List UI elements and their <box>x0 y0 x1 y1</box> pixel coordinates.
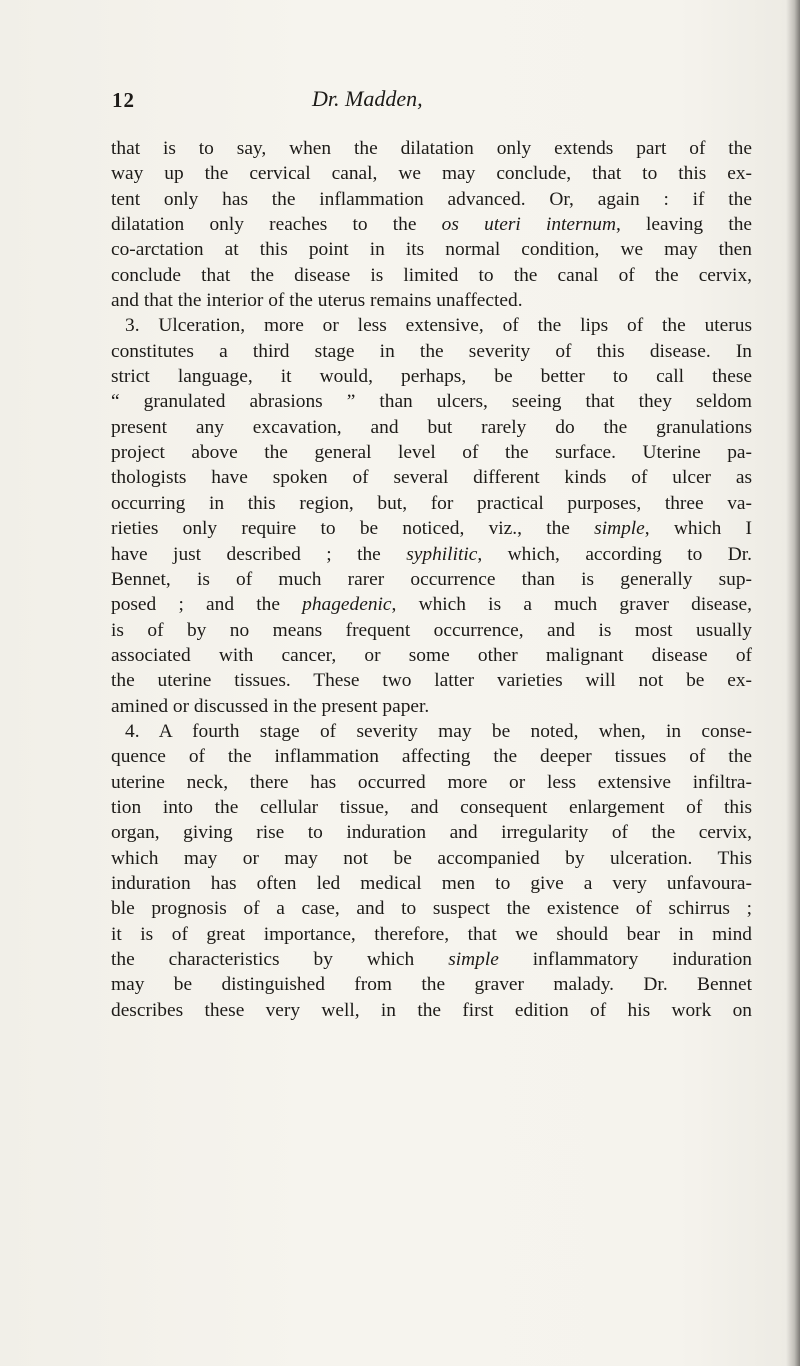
text-line: tion into the cellular tissue, and consequent enlargement of this <box>111 796 752 818</box>
text-line: constitutes a third stage in the severity of this disease. In <box>111 340 752 362</box>
text-line: Bennet, is of much rarer occurrence than is generally sup- <box>111 568 752 590</box>
text-line: present any excavation, and but rarely do the granulations <box>111 416 752 438</box>
text-line: way up the cervical canal, we may conclude, that to this ex- <box>111 163 752 185</box>
text-line: amined or discussed in the present paper. <box>111 695 430 717</box>
text-line: associated with cancer, or some other malignant disease of <box>111 644 752 666</box>
text-line: strict language, it would, perhaps, be better to call these <box>111 366 752 388</box>
text-line: project above the general level of the surface. Uterine pa- <box>111 442 752 464</box>
text-line: rieties only require to be noticed, viz., the simple, which I <box>111 518 752 540</box>
running-head: Dr. Madden, <box>312 86 423 111</box>
text-line: the characteristics by which simple inflammatory induration <box>111 949 752 970</box>
text-line: ble prognosis of a case, and to suspect the existence of schirrus ; <box>111 898 752 920</box>
text-line: “ granulated abrasions ” than ulcers, seeing that they seldom <box>111 391 752 413</box>
text-line: tent only has the inflammation advanced. Or, again : if the <box>111 188 752 210</box>
text-line: have just described ; the syphilitic, which, according to Dr. <box>111 543 752 565</box>
text-line: dilatation only reaches to the os uteri internum, leaving the <box>111 214 753 236</box>
text-line: uterine neck, there has occurred more or less extensive infiltra- <box>111 771 752 793</box>
text-line: conclude that the disease is limited to the canal of the cervix, <box>111 264 752 286</box>
text-line: co-arctation at this point in its normal condition, we may then <box>111 239 752 261</box>
text-line: thologists have spoken of several different kinds of ulcer as <box>111 467 752 489</box>
text-line: posed ; and the phagedenic, which is a much graver disease, <box>111 594 752 616</box>
text-line: that is to say, when the dilatation only extends part of the <box>111 138 752 159</box>
text-line: quence of the inflammation affecting the deeper tissues of the <box>111 746 752 768</box>
text-line: induration has often led medical men to give a very unfavoura- <box>111 872 752 894</box>
text-line: and that the interior of the uterus remains unaffected. <box>111 290 523 312</box>
text-line: which may or may not be accompanied by ulceration. This <box>111 847 752 869</box>
text-line: organ, giving rise to induration and irregularity of the cervix, <box>111 822 752 844</box>
text-line: the uterine tissues. These two latter varieties will not be ex- <box>111 670 752 692</box>
text-line: 3. Ulceration, more or less extensive, of the lips of the uterus <box>125 315 752 337</box>
text-line: occurring in this region, but, for practical purposes, three va- <box>111 492 752 514</box>
text-line: is of by no means frequent occurrence, and is most usually <box>111 619 752 641</box>
text-line: describes these very well, in the first edition of his work on <box>111 999 752 1021</box>
text-line: may be distinguished from the graver malady. Dr. Bennet <box>111 974 752 996</box>
body-text <box>111 136 752 1023</box>
text-line: it is of great importance, therefore, that we should bear in mind <box>111 923 752 945</box>
page-number: 12 <box>112 88 135 112</box>
page-header <box>112 86 752 116</box>
page-edge-shadow <box>786 0 800 1366</box>
text-line: 4. A fourth stage of severity may be noted, when, in conse- <box>125 720 752 742</box>
